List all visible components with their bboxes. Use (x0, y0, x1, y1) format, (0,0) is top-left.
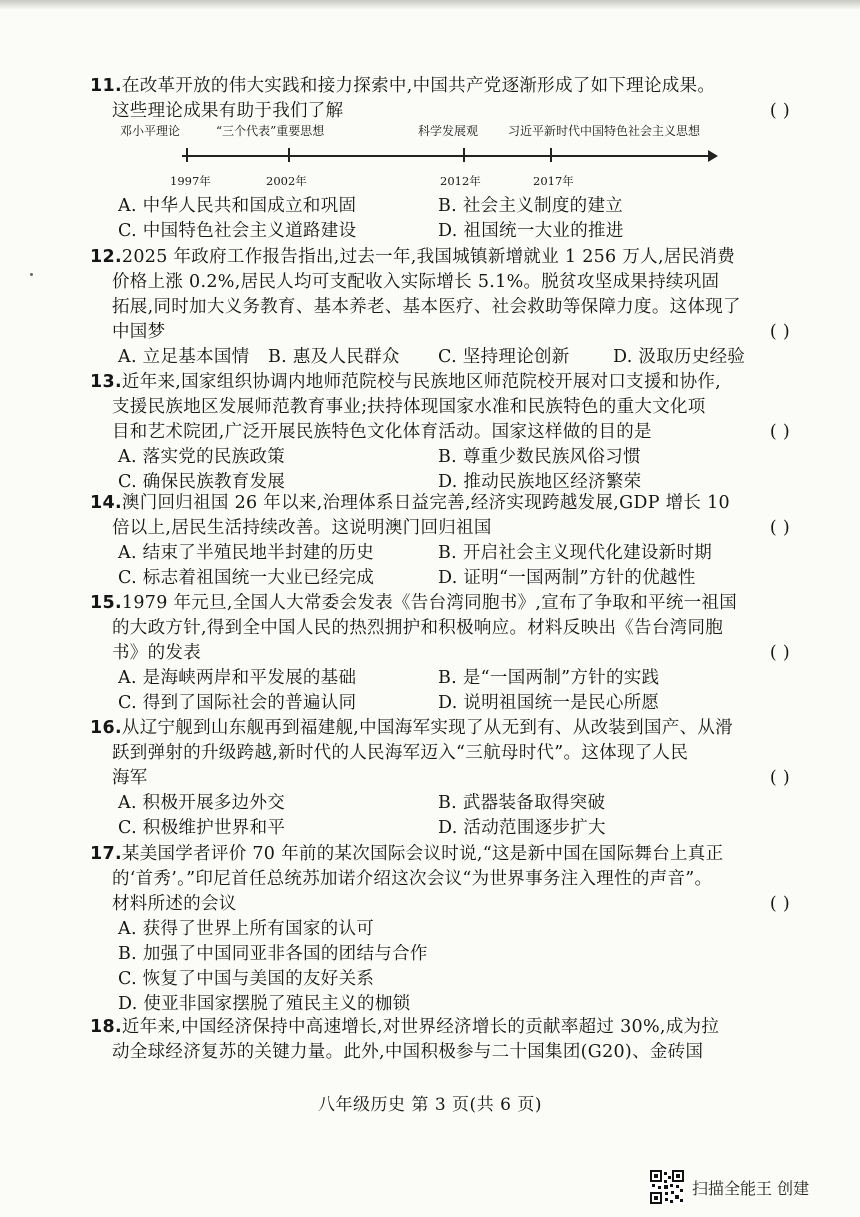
option-d[interactable]: D. 证明“一国两制”方针的优越性 (438, 568, 696, 588)
timeline-tick (550, 148, 552, 162)
answer-blank: ( ) (769, 768, 790, 788)
option-a[interactable]: A. 立足基本国情 (118, 347, 250, 367)
question-stem: 近年来,中国经济保持中高速增长,对世界经济增长的贡献率超过 30%,成为拉 (121, 1017, 720, 1037)
question-stem: 1979 年元旦,全国人大常委会发表《告台湾同胞书》,宣布了争取和平统一祖国 (121, 593, 738, 613)
question-stem: 跃到弹射的升级跨越,新时代的人民海军迈入“三航母时代”。这体现了人民 (112, 743, 689, 763)
question-stem: 支援民族地区发展师范教育事业;扶持体现国家水准和民族特色的重大文化项 (112, 397, 706, 417)
question-stem: 材料所述的会议 (112, 894, 237, 914)
option-d[interactable]: D. 推动民族地区经济繁荣 (438, 472, 642, 492)
option-c[interactable]: C. 积极维护世界和平 (118, 818, 286, 838)
timeline-tick (186, 148, 188, 162)
question-stem: 海军 (112, 768, 148, 788)
answer-blank: ( ) (769, 643, 790, 663)
scan-speck (30, 273, 33, 276)
question-number: 16. (90, 718, 122, 738)
option-a[interactable]: A. 落实党的民族政策 (118, 447, 286, 467)
timeline-label: 邓小平理论 (120, 124, 181, 138)
option-d[interactable]: D. 使亚非国家摆脱了殖民主义的枷锁 (118, 994, 411, 1014)
question-number: 14. (90, 493, 122, 513)
option-b[interactable]: B. 加强了中国同亚非各国的团结与合作 (118, 944, 428, 964)
timeline-label: 科学发展观 (418, 124, 479, 138)
timeline-label: 习近平新时代中国特色社会主义思想 (508, 124, 701, 138)
page-footer: 八年级历史 第 3 页(共 6 页) (318, 1095, 542, 1115)
answer-blank: ( ) (769, 422, 790, 442)
question-stem: 澳门回归祖国 26 年以来,治理体系日益完善,经济实现跨越发展,GDP 增长 10 (121, 493, 730, 513)
question-16 (90, 716, 790, 841)
option-b[interactable]: B. 是“一国两制”方针的实践 (438, 668, 660, 688)
option-a[interactable]: A. 是海峡两岸和平发展的基础 (118, 668, 357, 688)
timeline-axis (182, 155, 712, 157)
option-c[interactable]: C. 标志着祖国统一大业已经完成 (118, 568, 375, 588)
option-a[interactable]: A. 结束了半殖民地半封建的历史 (118, 543, 375, 563)
option-b[interactable]: B. 尊重少数民族风俗习惯 (438, 447, 641, 467)
theory-timeline (120, 118, 760, 190)
question-stem: 目和艺术院团,广泛开展民族特色文化体育活动。国家这样做的目的是 (112, 422, 652, 442)
question-stem: 拓展,同时加大义务教育、基本养老、基本医疗、社会救助等保障力度。这体现了 (112, 297, 741, 317)
question-14 (90, 491, 790, 591)
question-stem: 近年来,国家组织协调内地师范院校与民族地区师范院校开展对口支援和协作, (121, 372, 722, 392)
question-12 (90, 245, 790, 370)
option-d[interactable]: D. 汲取历史经验 (613, 347, 746, 367)
question-stem: 从辽宁舰到山东舰再到福建舰,中国海军实现了从无到有、从改装到国产、从滑 (121, 718, 733, 738)
option-a[interactable]: A. 积极开展多边外交 (118, 793, 286, 813)
option-b[interactable]: B. 社会主义制度的建立 (438, 196, 624, 216)
answer-blank: ( ) (769, 101, 790, 121)
answer-blank: ( ) (769, 322, 790, 342)
question-number: 15. (90, 593, 122, 613)
scanner-watermark (650, 1170, 809, 1204)
option-d[interactable]: D. 活动范围逐步扩大 (438, 818, 606, 838)
timeline-tick (288, 148, 290, 162)
timeline-year: 2012年 (440, 174, 481, 188)
option-c[interactable]: C. 中国特色社会主义道路建设 (118, 221, 357, 241)
option-d[interactable]: D. 说明祖国统一是民心所愿 (438, 693, 660, 713)
option-a[interactable]: A. 中华人民共和国成立和巩固 (118, 196, 357, 216)
option-b[interactable]: B. 开启社会主义现代化建设新时期 (438, 543, 713, 563)
qr-code-icon (650, 1170, 684, 1204)
question-17 (90, 842, 790, 1017)
timeline-tick (463, 148, 465, 162)
question-stem: 在改革开放的伟大实践和接力探索中,中国共产党逐渐形成了如下理论成果。 (121, 76, 716, 96)
question-number: 12. (90, 247, 122, 267)
option-c[interactable]: C. 坚持理论创新 (438, 347, 570, 367)
question-stem: 的大政方针,得到全中国人民的热烈拥护和积极响应。材料反映出《告台湾同胞 (112, 618, 724, 638)
question-11-options (90, 194, 790, 244)
question-stem: 动全球经济复苏的关键力量。此外,中国积极参与二十国集团(G20)、金砖国 (112, 1042, 704, 1062)
question-number: 18. (90, 1017, 122, 1037)
question-11 (90, 74, 790, 124)
question-stem: 价格上涨 0.2%,居民人均可支配收入实际增长 5.1%。脱贫攻坚成果持续巩固 (112, 272, 720, 292)
timeline-year: 2017年 (533, 174, 574, 188)
timeline-label: “三个代表”重要思想 (216, 124, 325, 138)
question-stem: 这些理论成果有助于我们了解 (112, 101, 344, 121)
question-stem: 某美国学者评价 70 年前的某次国际会议时说,“这是新中国在国际舞台上真正 (121, 844, 724, 864)
option-a[interactable]: A. 获得了世界上所有国家的认可 (118, 919, 375, 939)
question-stem: 中国梦 (112, 322, 166, 342)
question-stem: 书》的发表 (112, 643, 201, 663)
question-18 (90, 1015, 790, 1065)
option-b[interactable]: B. 惠及人民群众 (268, 347, 400, 367)
question-stem: 的‘首秀’。”印尼首任总统苏加诺介绍这次会议“为世界事务注入理性的声音”。 (112, 869, 713, 889)
timeline-arrow (708, 150, 718, 162)
question-number: 17. (90, 844, 122, 864)
option-d[interactable]: D. 祖国统一大业的推进 (438, 221, 624, 241)
question-stem: 2025 年政府工作报告指出,过去一年,我国城镇新增就业 1 256 万人,居民消费 (121, 247, 736, 267)
question-stem: 倍以上,居民生活持续改善。这说明澳门回归祖国 (112, 518, 492, 538)
option-c[interactable]: C. 得到了国际社会的普遍认同 (118, 693, 357, 713)
timeline-year: 1997年 (170, 174, 211, 188)
question-13 (90, 370, 790, 495)
option-b[interactable]: B. 武器装备取得突破 (438, 793, 606, 813)
answer-blank: ( ) (769, 894, 790, 914)
answer-blank: ( ) (769, 518, 790, 538)
scan-edge (0, 0, 860, 10)
scanner-label: 扫描全能王 创建 (692, 1178, 810, 1198)
option-c[interactable]: C. 恢复了中国与美国的友好关系 (118, 969, 375, 989)
option-c[interactable]: C. 确保民族教育发展 (118, 472, 286, 492)
timeline-year: 2002年 (266, 174, 307, 188)
question-15 (90, 591, 790, 716)
question-number: 11. (90, 76, 122, 96)
question-number: 13. (90, 372, 122, 392)
